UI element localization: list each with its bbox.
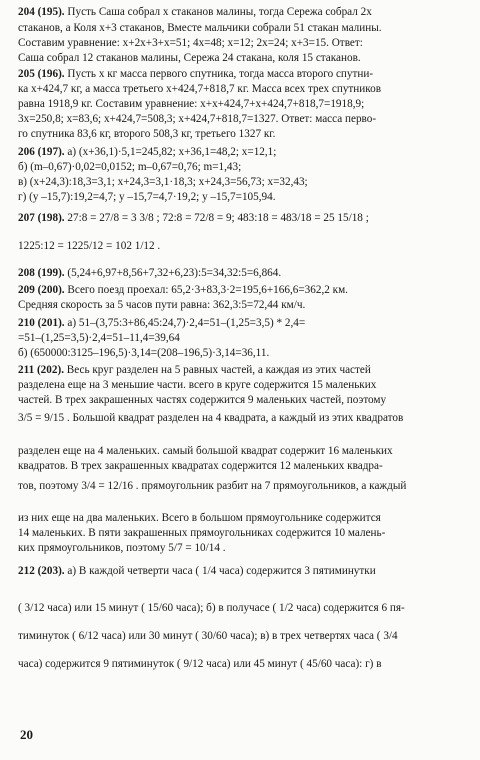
text-line [18,212,462,225]
line-content: 14 маленьких. В пяти закрашенных прямоугольниках содержится 10 малень- [18,527,386,539]
exercise-number: 209 (200). [18,284,65,296]
text-line [18,565,462,578]
line-content: Пусть x кг масса первого спутника, тогда масса второго спутни- [64,68,374,80]
text-line [18,347,462,360]
line-content: а) (x+36,1)·5,1=245,82; x+36,1=48,2; x=12,1; [64,146,277,158]
text-line [18,176,462,189]
text-line [18,146,462,159]
exercise-number: 210 (201). [18,317,65,329]
line-content: равна 1918,9 кг. Составим уравнение: x+x+424,7+x+424,7+818,7=1918,9; [18,98,365,110]
line-content: б) (650000:3125–196,5)·3,14=(208–196,5)·3,14=36,11. [18,347,270,359]
text-line [18,542,462,555]
exercise-number: 208 (199). [18,267,65,279]
text-line [18,240,462,253]
line-content: г) (y –15,7):19,2=4,7; y –15,7=4,7·19,2; y –15,7=105,94. [18,191,276,203]
text-line [18,113,462,126]
line-content: Составим уравнение: x+2x+3+x=51; 4x=48; x=12; 2x=24; x+3=15. Ответ: [18,37,363,49]
text-line [18,284,462,297]
line-content: б) (m–0,67)·0,02=0,0152; m–0,67=0,76; m=1,43; [18,161,242,173]
text-line [18,394,462,407]
line-content: тов, поэтому 3/4 = 12/16 . прямоугольник разбит на 7 прямоугольников, а каждый [18,480,407,492]
text-line [18,332,462,345]
text-line [18,460,462,473]
line-content: ка x+424,7 кг, а масса третьего x+424,7+818,7 кг. Масса всех трех спутников [18,83,382,95]
text-line [18,364,462,377]
line-content: в) (x+24,3):18,3=3,1; x+24,3=3,1·18,3; x+24,3=56,73; x=32,43; [18,176,308,188]
line-content: а) 51–(3,75:3+86,45:24,7)·2,4=51–(1,25=3,5) * 2,4= [64,317,306,329]
line-content: Саша собрал 12 стаканов малины, Сережа 24 стакана, коля 15 стаканов. [18,52,361,64]
exercise-number: 211 (202). [18,364,64,376]
text-line [18,480,462,493]
line-content: 27:8 = 27/8 = 3 3/8 ; 72:8 = 72/8 = 9; 483:18 = 483/18 = 25 15/18 ; [64,212,369,224]
text-line [18,22,462,35]
line-content: часа) содержится 9 пятиминуток ( 9/12 часа) или 45 минут ( 45/60 часа): г) в [18,658,382,670]
text-line [18,412,462,425]
line-content: разделена еще на 3 меньшие части. всего в круге содержится 15 маленьких [18,379,377,391]
text-line [18,6,462,19]
line-content: квадратов. В трех закрашенных квадратах содержится 12 маленьких квадра- [18,460,383,472]
text-line [18,512,462,525]
text-line [18,299,462,312]
text-line [18,445,462,458]
exercise-number: 206 (197). [18,146,65,158]
line-content: го спутника 83,6 кг, второго 508,3 кг, третьего 1327 кг. [18,128,276,140]
text-line [18,37,462,50]
text-line [18,658,462,671]
line-content: 1225:12 = 1225/12 = 102 1/12 . [18,240,161,252]
line-content: тиминуток ( 6/12 часа) или 30 минут ( 30/60 часа); в) в трех четвертях часа ( 3/4 [18,630,398,642]
text-line [18,630,462,643]
exercise-number: 205 (196). [18,68,65,80]
line-content: из них еще на два маленьких. Всего в большом прямоугольнике содержится [18,512,381,524]
text-line [18,161,462,174]
line-content: Всего поезд проехал: 65,2·3+83,3·2=195,6+166,6=362,2 км. [64,284,348,296]
text-line [18,128,462,141]
line-content: 3/5 = 9/15 . Большой квадрат разделен на 4 квадрата, а каждый из этих квадратов [18,412,404,424]
line-content: частей. В трех закрашенных частях содержится 9 маленьких частей, поэтому [18,394,387,406]
text-line [18,191,462,204]
line-content: Средняя скорость за 5 часов пути равна: 362,3:5=72,44 км/ч. [18,299,306,311]
text-line [18,68,462,81]
exercise-number: 204 (195). [18,6,65,18]
text-line [18,379,462,392]
exercise-number: 207 (198). [18,212,65,224]
line-content: Весь круг разделен на 5 равных частей, а каждая из этих частей [64,364,371,376]
text-line [18,267,462,280]
text-line [18,527,462,540]
text-line [18,98,462,111]
line-content: а) В каждой четверти часа ( 1/4 часа) содержится 3 пятиминутки [64,565,376,577]
line-content: =51–(1,25=3,5)·2,4=51–11,4=39,64 [18,332,180,344]
line-content: (5,24+6,97+8,56+7,32+6,23):5=34,32:5=6,864. [64,267,282,279]
line-content: разделен еще на 4 маленьких. самый большой квадрат содержит 16 маленьких [18,445,393,457]
text-line [18,52,462,65]
text-line [18,602,462,615]
line-content: стаканов, а Коля x+3 стаканов, Вместе мальчики собрали 51 стакан малины. [18,22,382,34]
line-content: ( 3/12 часа) или 15 минут ( 15/60 часа); б) в получасе ( 1/2 часа) содержится 6 пя- [18,602,405,614]
line-content: 3x=250,8; x=83,6; x+424,7=508,3; x+424,7+818,7=1327. Ответ: масса перво- [18,113,377,125]
page-number: 20 [20,727,33,742]
text-line [18,317,462,330]
exercise-number: 212 (203). [18,565,65,577]
line-content: Пусть Саша собрал x стаканов малины, тогда Сережа собрал 2x [64,6,372,18]
line-content: ких прямоугольников, поэтому 5/7 = 10/14 . [18,542,226,554]
text-line [18,83,462,96]
